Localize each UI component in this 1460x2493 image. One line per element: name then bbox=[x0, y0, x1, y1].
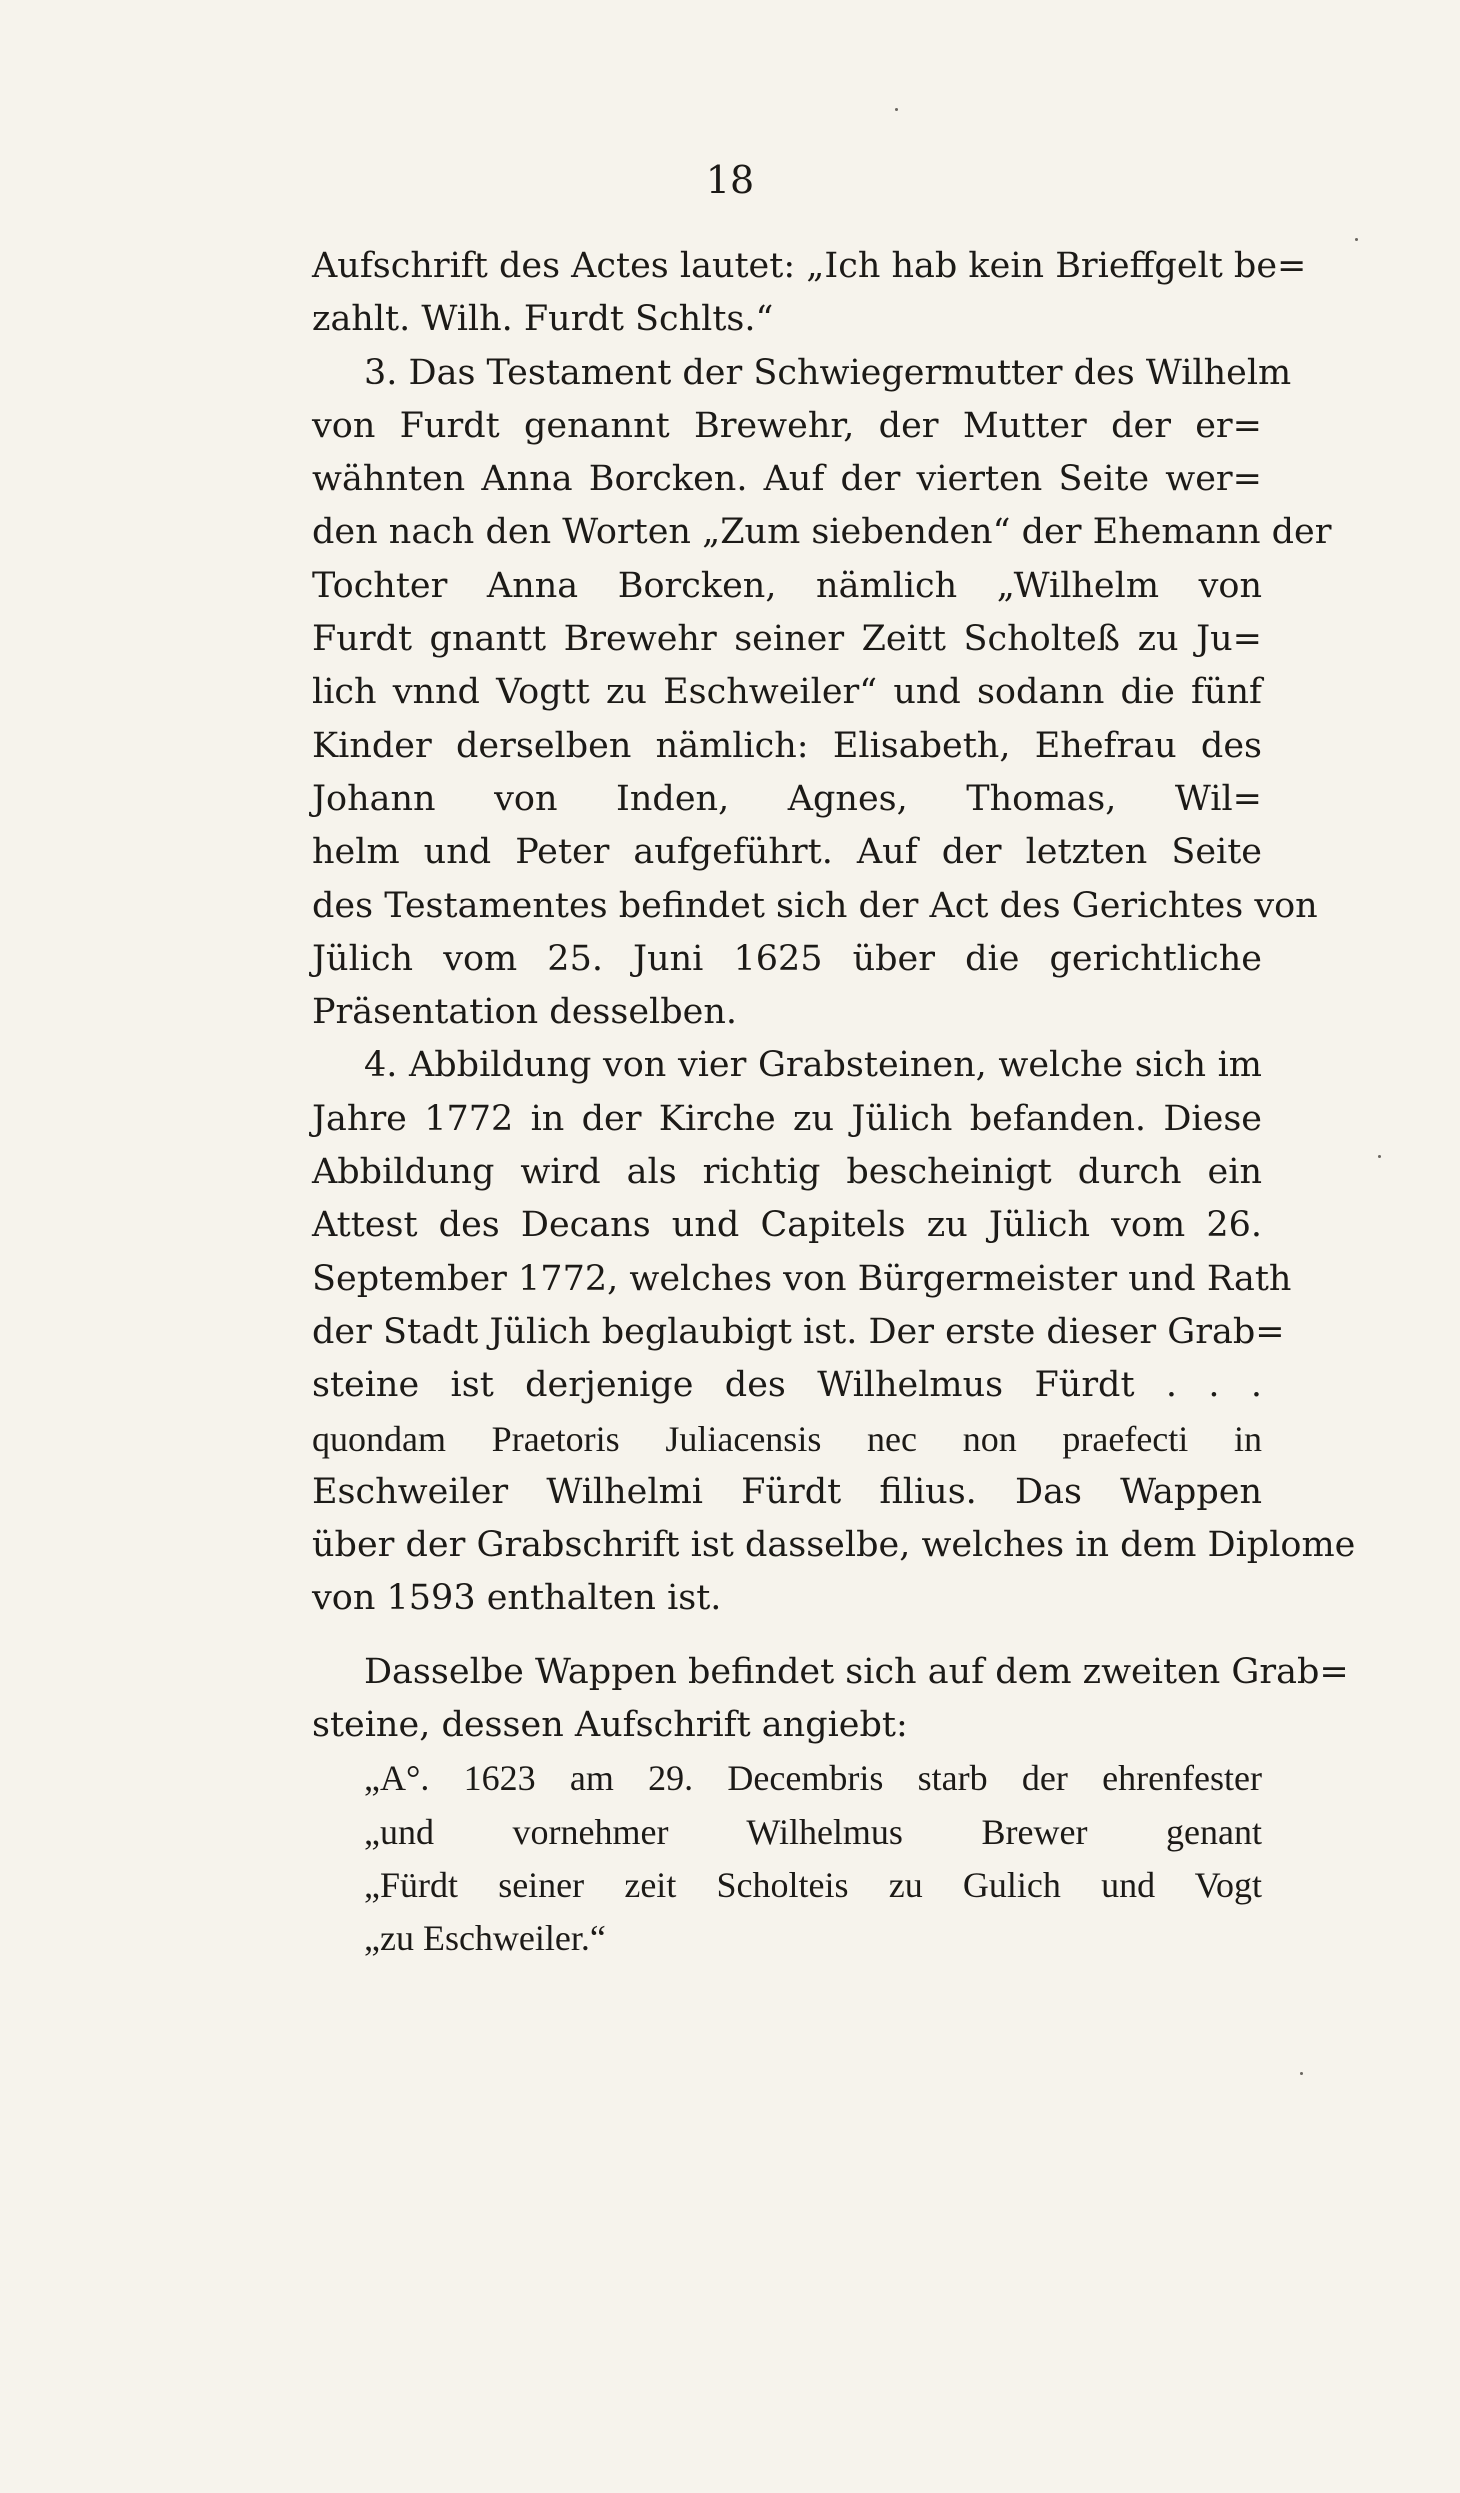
text-line: Dasselbe Wappen befindet sich auf dem zweiten Grab= bbox=[364, 1651, 1349, 1692]
text-line: den nach den Worten „Zum siebenden“ der Ehemann der bbox=[312, 512, 1332, 553]
text-line: Furdt gnantt Brewehr seiner Zeitt Scholteß zu Ju= bbox=[312, 619, 1262, 660]
text-line: über der Grabschrift ist dasselbe, welches in dem Diplome bbox=[312, 1525, 1356, 1566]
paper-speck bbox=[1300, 2072, 1303, 2075]
paper-speck bbox=[1355, 238, 1358, 241]
body-text bbox=[312, 240, 1356, 1966]
text-line: Kinder derselben nämlich: Elisabeth, Ehefrau des bbox=[312, 725, 1262, 766]
paragraph-item-3 bbox=[312, 347, 1332, 1040]
paragraph-gap bbox=[312, 1626, 1262, 1646]
text-line: Jahre 1772 in der Kirche zu Jülich befanden. Diese bbox=[312, 1098, 1262, 1139]
text-line: September 1772, welches von Bürgermeister und Rath bbox=[312, 1258, 1292, 1299]
text-line: von 1593 enthalten ist. bbox=[312, 1578, 722, 1619]
text-line: „und vornehmer Wilhelmus Brewer genant bbox=[364, 1811, 1262, 1852]
text-line: Eschweiler Wilhelmi Fürdt filius. Das Wappen bbox=[312, 1471, 1262, 1512]
text-line: Tochter Anna Borcken, nämlich „Wilhelm von bbox=[312, 565, 1262, 606]
text-line: zahlt. Wilh. Furdt Schlts.“ bbox=[312, 299, 774, 340]
paragraph-intro bbox=[312, 240, 1307, 347]
text-line: Jülich vom 25. Juni 1625 über die gerichtliche bbox=[312, 938, 1262, 979]
text-line: der Stadt Jülich beglaubigt ist. Der erste dieser Grab= bbox=[312, 1311, 1285, 1352]
text-line: steine ist derjenige des Wilhelmus Fürdt . . . bbox=[312, 1365, 1262, 1406]
text-line: Johann von Inden, Agnes, Thomas, Wil= bbox=[312, 778, 1262, 819]
text-line: 4. Abbildung von vier Grabsteinen, welche sich im bbox=[364, 1045, 1262, 1086]
inscription-quote bbox=[312, 1752, 1262, 1965]
paragraph-second-stone bbox=[312, 1646, 1349, 1753]
text-line: Aufschrift des Actes lautet: „Ich hab kein Brieffgelt be= bbox=[312, 246, 1307, 286]
paper-speck bbox=[1378, 1155, 1381, 1158]
paragraph-item-4 bbox=[312, 1039, 1356, 1625]
text-line: des Testamentes befindet sich der Act des Gerichtes von bbox=[312, 885, 1318, 926]
text-line: Attest des Decans und Capitels zu Jülich vom 26. bbox=[312, 1205, 1262, 1246]
text-line: wähnten Anna Borcken. Auf der vierten Seite wer= bbox=[312, 459, 1262, 500]
text-line: steine, dessen Aufschrift angiebt: bbox=[312, 1705, 908, 1746]
text-line: „Fürdt seiner zeit Scholteis zu Gulich und Vogt bbox=[364, 1864, 1262, 1905]
text-line: Abbildung wird als richtig bescheinigt durch ein bbox=[312, 1152, 1262, 1193]
text-line: 3. Das Testament der Schwiegermutter des Wilhelm bbox=[364, 352, 1292, 393]
text-line: von Furdt genannt Brewehr, der Mutter der er= bbox=[312, 405, 1262, 446]
text-line: quondam Praetoris Juliacensis nec non praefecti in bbox=[312, 1418, 1262, 1459]
paper-speck bbox=[895, 108, 898, 111]
text-line: helm und Peter aufgeführt. Auf der letzten Seite bbox=[312, 832, 1262, 873]
text-line: „A°. 1623 am 29. Decembris starb der ehrenfester bbox=[364, 1758, 1262, 1799]
text-line: Präsentation desselben. bbox=[312, 992, 738, 1033]
text-line: „zu Eschweiler.“ bbox=[364, 1918, 606, 1959]
page-number: 18 bbox=[705, 158, 755, 202]
text-line: lich vnnd Vogtt zu Eschweiler“ und sodann die fünf bbox=[312, 672, 1262, 713]
